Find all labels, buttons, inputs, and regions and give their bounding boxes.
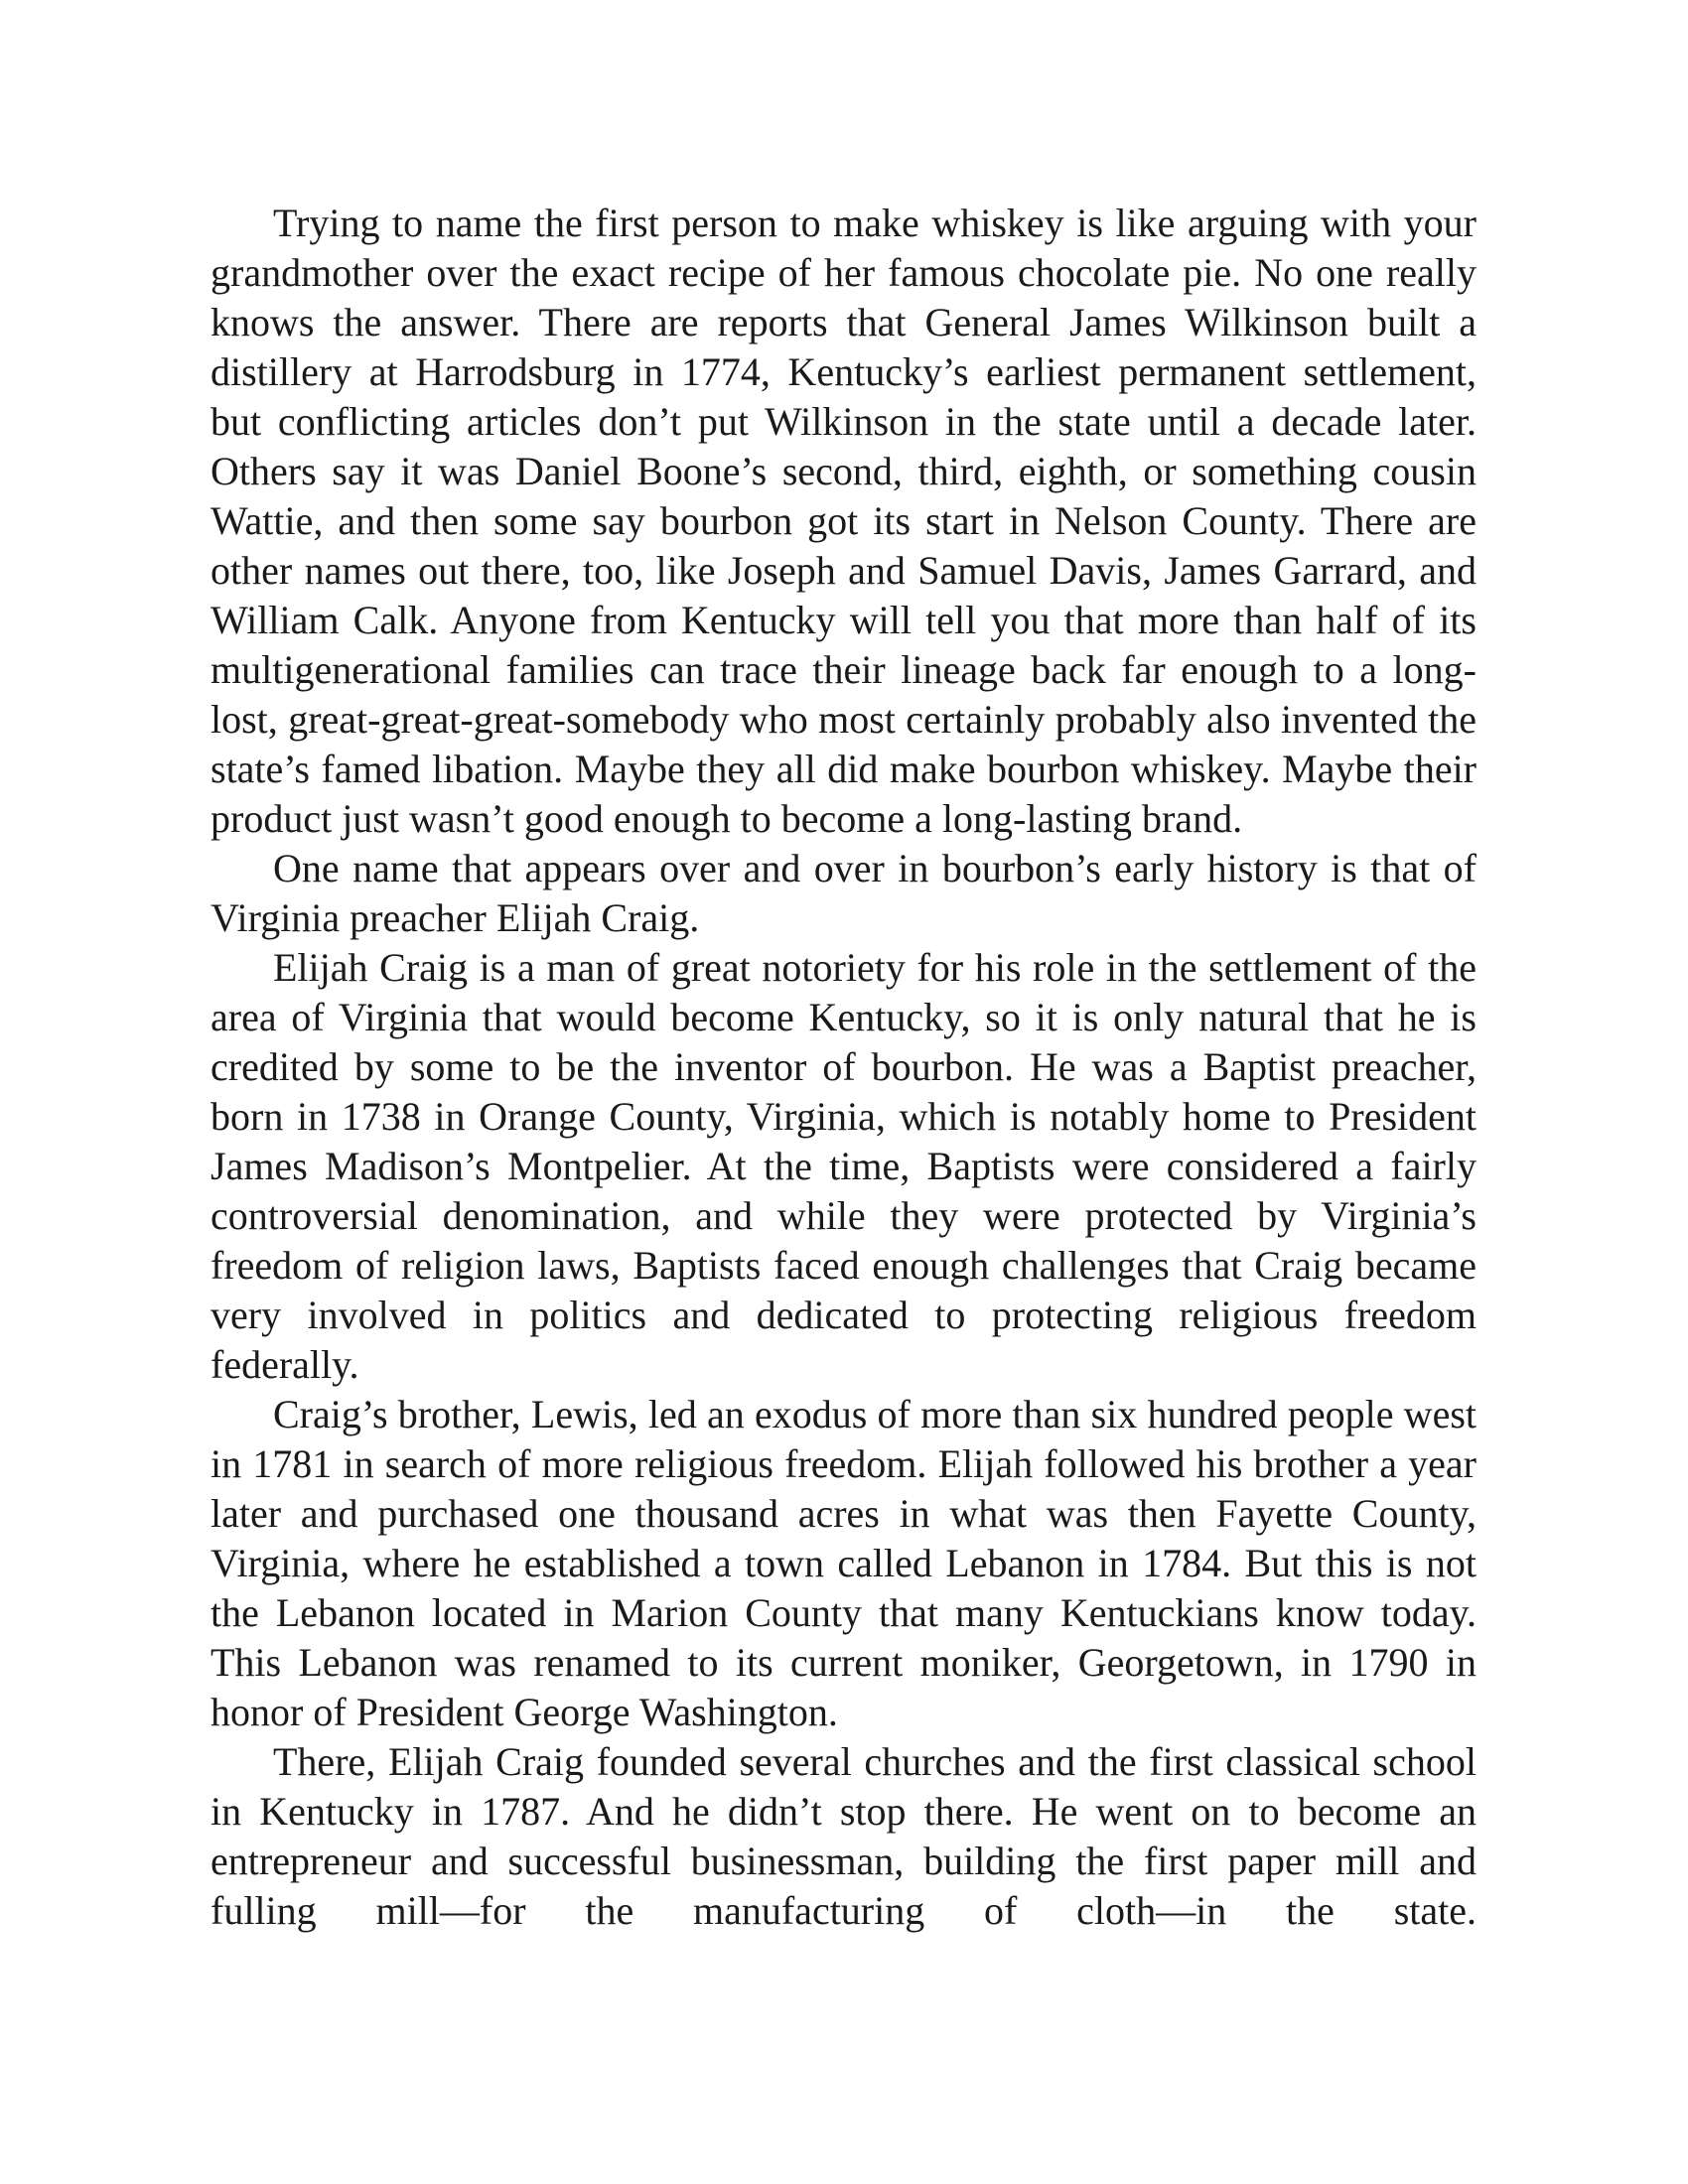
- paragraph-georgetown-ventures: There, Elijah Craig founded several churches and the first classical school in Kentucky in 1787. And he didn’t stop there. He went on to become an entrepreneur and successful businessman, building the first paper mill and fulling mill—for the manufacturing of cloth—in the state.: [211, 1739, 1477, 1933]
- paragraph-first-whiskey-maker: Trying to name the first person to make whiskey is like arguing with your grandmother over the exact recipe of her famous chocolate pie. No one really knows the answer. There are reports that General James Wilkinson built a distillery at Harrodsburg in 1774, Kentucky’s earliest permanent settlement, but conflicting articles don’t put Wilkinson in the state until a decade later. Others say it was Daniel Boone’s second, third, eighth, or something cousin Wattie, and then some say bourbon got its start in Nelson County. There are other names out there, too, like Joseph and Samuel Davis, James Garrard, and William Calk. Anyone from Kentucky will tell you that more than half of its multigenerational families can trace their lineage back far enough to a long-lost, great-great-great-somebody who most certainly probably also invented the state’s famed libation. Maybe they all did make bourbon whiskey. Maybe their product just wasn’t good enough to become a long-lasting brand.: [211, 201, 1477, 841]
- book-page: [211, 199, 1477, 1985]
- paragraph-elijah-craig-intro: One name that appears over and over in bourbon’s early history is that of Virginia preacher Elijah Craig.: [211, 846, 1477, 940]
- paragraph-elijah-craig-background: Elijah Craig is a man of great notoriety for his role in the settlement of the area of Virginia that would become Kentucky, so it is only natural that he is credited by some to be the inventor of bourbon. He was a Baptist preacher, born in 1738 in Orange County, Virginia, which is notably home to President James Madison’s Montpelier. At the time, Baptists were considered a fairly controversial denomination, and while they were protected by Virginia’s freedom of religion laws, Baptists faced enough challenges that Craig became very involved in politics and dedicated to protecting religious freedom federally.: [211, 945, 1477, 1387]
- paragraph-lewis-craig-exodus: Craig’s brother, Lewis, led an exodus of more than six hundred people west in 1781 in search of more religious freedom. Elijah followed his brother a year later and purchased one thousand acres in what was then Fayette County, Virginia, where he established a town called Lebanon in 1784. But this is not the Lebanon located in Marion County that many Kentuckians know today. This Lebanon was renamed to its current moniker, Georgetown, in 1790 in honor of President George Washington.: [211, 1392, 1477, 1734]
